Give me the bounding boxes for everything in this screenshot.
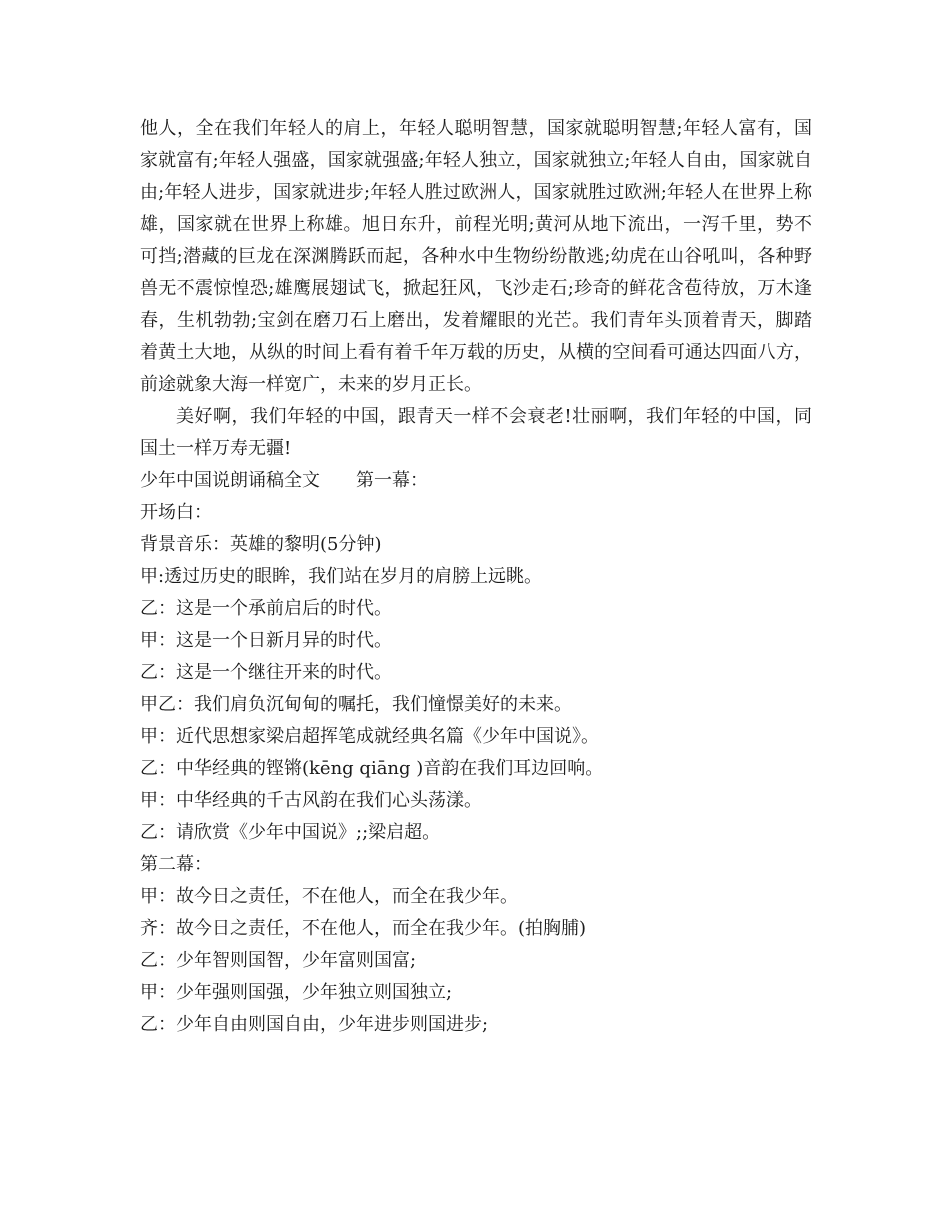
script-line: 乙：少年自由则国自由，少年进步则国进步; — [140, 1014, 489, 1035]
script-line: 背景音乐：英雄的黎明(5分钟) — [140, 534, 382, 555]
script-line: 乙：中华经典的铿锵(kēng qiāng )音韵在我们耳边回响。 — [140, 758, 604, 779]
script-line: 乙：这是一个继往开来的时代。 — [140, 662, 392, 683]
script-line: 甲：近代思想家梁启超挥笔成就经典名篇《少年中国说》。 — [140, 726, 599, 747]
script-line: 甲：少年强则国强，少年独立则国独立; — [140, 982, 453, 1003]
script-line: 甲乙：我们肩负沉甸甸的嘱托，我们憧憬美好的未来。 — [140, 694, 572, 715]
script-line: 乙：少年智则国智，少年富则国富; — [140, 950, 417, 971]
script-line: 第二幕： — [140, 854, 212, 875]
script-line: 乙：请欣赏《少年中国说》;;梁启超。 — [140, 822, 441, 843]
script-line: 甲：这是一个日新月异的时代。 — [140, 630, 392, 651]
script-line: 乙：这是一个承前启后的时代。 — [140, 598, 392, 619]
document-body — [140, 113, 812, 1041]
body-paragraph: 美好啊，我们年轻的中国，跟青天一样不会衰老!壮丽啊，我们年轻的中国，同国土一样万寿无疆! — [140, 406, 812, 459]
script-line: 开场白： — [140, 502, 212, 523]
body-paragraph: 他人，全在我们年轻人的肩上，年轻人聪明智慧，国家就聪明智慧;年轻人富有，国家就富有;年轻人强盛，国家就强盛;年轻人独立，国家就独立;年轻人自由，国家就自由;年轻人进步，国家就进步;年轻人胜过欧洲人，国家就胜过欧洲;年轻人在世界上称雄，国家就在世界上称雄。旭日东升，前程光明;黄河从地下流出，一泻千里，势不可挡;潜藏的巨龙在深渊腾跃而起，各种水中生物纷纷散逃;幼虎在山谷吼叫，各种野兽无不震惊惶恐;雄鹰展翅试飞，掀起狂风，飞沙走石;珍奇的鲜花含苞待放，万木逢春，生机勃勃;宝剑在磨刀石上磨出，发着耀眼的光芒。我们青年头顶着青天，脚踏着黄土大地，从纵的时间上看有着千年万载的历史，从横的空间看可通达四面八方，前途就象大海一样宽广，未来的岁月正长。 — [140, 118, 812, 395]
script-line: 甲：中华经典的千古风韵在我们心头荡漾。 — [140, 790, 482, 811]
script-line: 甲：故今日之责任，不在他人，而全在我少年。 — [140, 886, 518, 907]
section-heading — [140, 465, 812, 497]
script-line: 甲:透过历史的眼眸，我们站在岁月的肩膀上远眺。 — [140, 566, 543, 587]
heading-act: 第一幕： — [356, 470, 428, 491]
script-line: 齐：故今日之责任，不在他人，而全在我少年。(拍胸脯) — [140, 918, 587, 939]
heading-title: 少年中国说朗诵稿全文 — [140, 470, 320, 491]
